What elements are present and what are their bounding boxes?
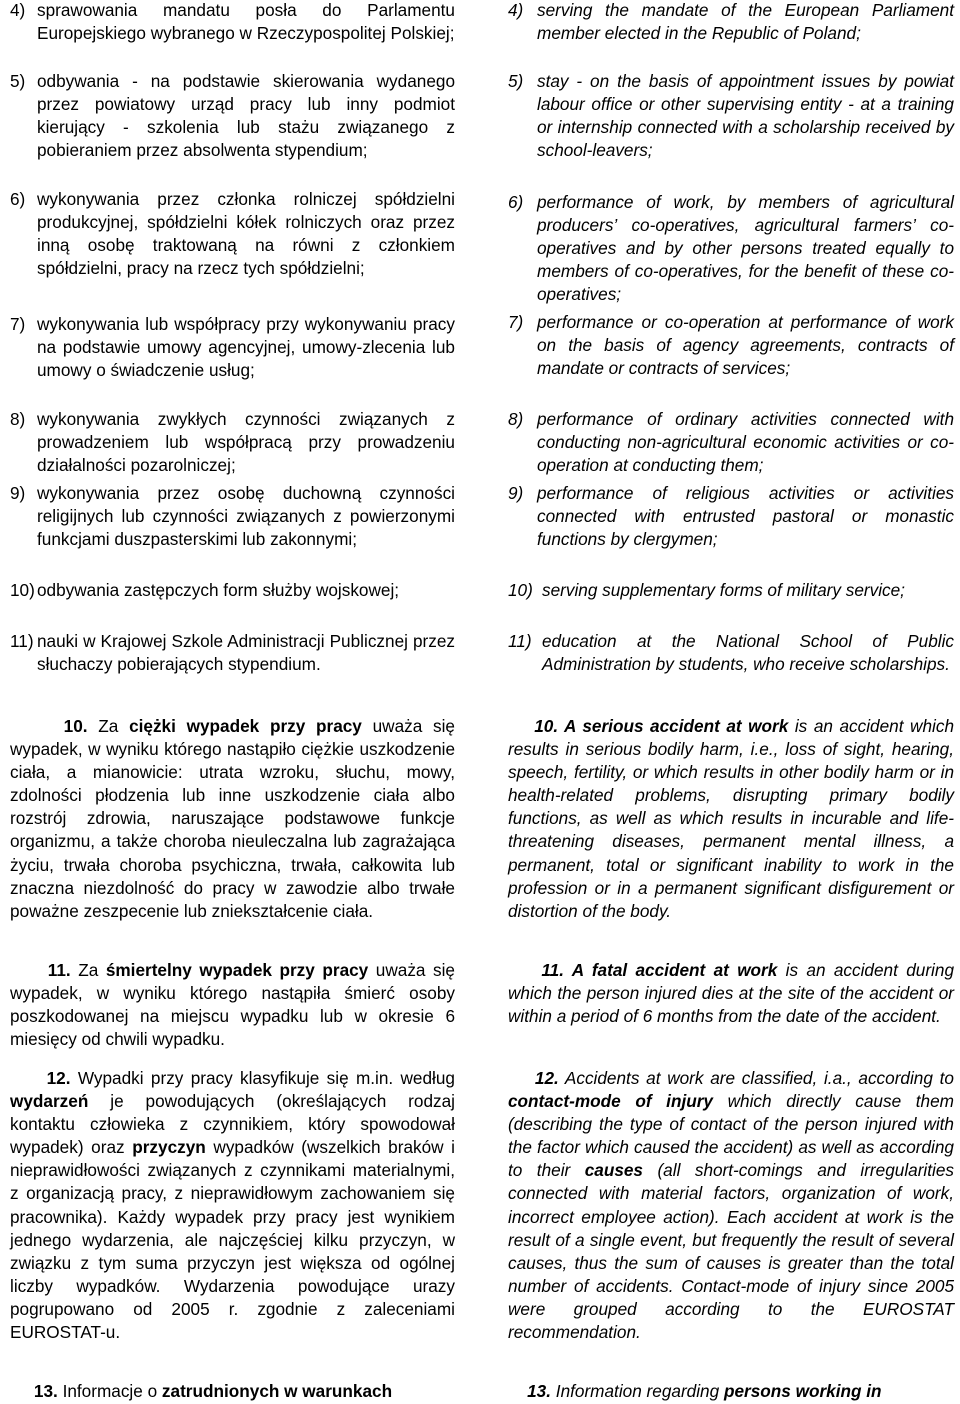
paragraph-12: [508, 1067, 954, 1344]
item-number: 7): [10, 314, 26, 334]
term-highlight: zatrudnionych w warunkach: [161, 1381, 393, 1401]
paragraph-text: uważa się wypadek, w wyniku którego nastąpiła śmierć osoby poszkodowanej na miejscu wypadku lub w okresie 6 miesięcy od chwili wypadku.: [10, 960, 455, 1050]
paragraph-text: Information regarding: [551, 1381, 724, 1401]
paragraph-10: [10, 715, 455, 923]
paragraph-text: uważa się wypadek, w wyniku którego nastąpiło ciężkie uszkodzenie ciała, a mianowicie: utrata wzroku, słuchu, mowy, zdolności płodzenia lub inne uszkodzenie ciała albo rozstrój zdrowia, naruszające podstawowe funkcje organizmu, a także choroba nieuleczalna lub zagrażająca życiu, trwała choroba psychiczna, trwała, całkowita lub znaczna niezdolność do pracy w zawodzie albo trwałe poważne zeszpecenie lub zniekształcenie ciała.: [10, 716, 455, 921]
item-text: odbywania - na podstawie skierowania wydanego przez powiatowy urząd pracy lub inny podmiot kierujący - szkolenia lub stażu związanego z pobieraniem przez absolwenta stypendium;: [37, 71, 455, 161]
term-highlight: causes: [584, 1160, 643, 1181]
paragraph-number: 12.: [46, 1068, 71, 1088]
paragraph-number: 13.: [33, 1381, 58, 1401]
item-text: odbywania zastępczych form służby wojskowej;: [37, 580, 400, 600]
item-number: 6): [10, 189, 26, 209]
term-highlight: A fatal accident at work: [564, 960, 778, 980]
paragraph-11: [508, 959, 954, 1028]
term-highlight: śmiertelny wypadek przy pracy: [105, 960, 369, 980]
list-item: [508, 311, 954, 380]
paragraph-text: Za: [87, 716, 130, 736]
item-number: 4): [10, 0, 26, 20]
item-number: 8): [10, 409, 26, 429]
list-item: [508, 191, 954, 306]
item-number: 11): [10, 631, 34, 651]
item-number: 9): [10, 483, 26, 503]
paragraph-text: which directly cause them (describing the type of contact of the person injured with the factor which caused the accident) as well as according to their: [508, 1091, 954, 1181]
item-number: 9): [508, 483, 524, 503]
item-text: performance of ordinary activities connected with conducting non-agricultural economic activities or co-operation at conducting them;: [537, 409, 954, 476]
item-number: 4): [508, 0, 524, 20]
list-item: [10, 0, 455, 45]
list-item: [10, 408, 455, 477]
paragraph-text: je powodujących (określających rodzaj kontaktu człowieka z czynnikiem, który spowodował wypadek) oraz: [10, 1091, 455, 1158]
item-text: stay - on the basis of appointment issues by powiat labour office or other supervising entity - at a training or internship connected with a scholarship received by school-leavers;: [537, 71, 954, 161]
item-text: wykonywania przez członka rolniczej spółdzielni produkcyjnej, spółdzielni kółek rolniczych oraz przez inną osobę traktowaną na równi z członkiem spółdzielni, pracy na rzecz tych spółdzielni;: [37, 189, 455, 279]
item-text: education at the National School of Public Administration by students, who receive scholarships.: [542, 631, 954, 675]
list-item: [508, 630, 954, 676]
term-highlight: contact-mode of injury: [508, 1091, 713, 1112]
item-text: serving the mandate of the European Parliament member elected in the Republic of Poland;: [537, 0, 954, 44]
item-text: sprawowania mandatu posła do Parlamentu Europejskiego wybranego w Rzeczypospolitej Polskiej;: [37, 0, 455, 44]
paragraph-text: Za: [70, 960, 106, 980]
paragraph-text: (all short-comings and irregularities connected with material factors, organization of work, incorrect employee action). Each accident at work is the result of a single event, but frequently the result of several causes, thus the sum of causes is greater than the total number of accidents. Contact-mode of injury since 2005 were grouped according to the EUROSTAT recommendation.: [508, 1160, 954, 1343]
item-number: 8): [508, 409, 524, 429]
item-number: 5): [508, 71, 524, 91]
item-number: 6): [508, 192, 524, 212]
list-item: [10, 188, 455, 280]
paragraph-10: [508, 715, 954, 923]
term-highlight: ciężki wypadek przy pracy: [129, 716, 362, 736]
item-text: nauki w Krajowej Szkole Administracji Publicznej przez słuchaczy pobierających stypendium.: [37, 631, 455, 675]
paragraph-text: is an accident during which the person injured dies at the site of the accident or within a period of 6 months from the date of the accident.: [508, 960, 954, 1027]
term-highlight: persons working in: [723, 1381, 882, 1401]
paragraph-number: 11.: [47, 960, 71, 980]
list-item: [508, 482, 954, 551]
paragraph-11: [10, 959, 455, 1051]
paragraph-text: wypadków (wszelkich braków i nieprawidłowości związanych z czynnikami materialnymi, z organizacją pracy, z nieprawidłowym zachowaniem się pracownika). Każdy wypadek przy pracy jest wynikiem jednego wydarzenia, ale najczęściej kilku przyczyn, w związku z tym suma przyczyn jest większa od ogólnej liczby wypadków. Wydarzenia powodujące urazy pogrupowano od 2005 r. zgodnie z zaleceniami EUROSTAT-u.: [10, 1137, 456, 1343]
item-text: serving supplementary forms of military service;: [542, 580, 905, 600]
list-item: [508, 70, 954, 162]
item-text: wykonywania lub współpracy przy wykonywaniu pracy na podstawie umowy agencyjnej, umowy-zlecenia lub umowy o świadczenie usług;: [37, 314, 455, 381]
list-item: [10, 482, 455, 551]
item-text: performance of religious activities or activities connected with entrusted pastoral or monastic functions by clergymen;: [537, 483, 954, 550]
item-text: performance of work, by members of agricultural producers’ co-operatives, agricultural farmers’ co-operatives and by other persons treated equally to members of co-operatives, for the benefit of these co-operatives;: [537, 192, 954, 305]
paragraph-number: 11.: [541, 960, 564, 980]
item-number: 7): [508, 312, 524, 332]
list-item: [10, 630, 455, 676]
paragraph-number: 10.: [534, 716, 559, 736]
item-text: performance or co-operation at performance of work on the basis of agency agreements, contracts of mandate or contracts of services;: [537, 312, 954, 379]
list-item: [10, 579, 455, 602]
item-number: 10): [10, 580, 35, 600]
paragraph-12: [10, 1067, 455, 1344]
list-item: [508, 579, 954, 602]
paragraph-13: [508, 1380, 954, 1403]
paragraph-13: [10, 1380, 455, 1403]
paragraph-text: Accidents at work are classified, i.a., according to: [558, 1068, 954, 1088]
list-item: [10, 70, 455, 162]
item-text: wykonywania zwykłych czynności związanych z prowadzeniem lub współpracą przy prowadzeniu działalności pozarolniczej;: [37, 409, 455, 476]
item-text: wykonywania przez osobę duchowną czynności religijnych lub czynności związanych z powierzonymi funkcjami duszpasterskimi lub zakonnymi;: [37, 483, 455, 550]
paragraph-number: 12.: [534, 1068, 559, 1088]
paragraph-text: is an accident which results in serious bodily harm, i.e., loss of sight, hearing, speech, fertility, or which results in other bodily harm or in health-related problems, disrupting primary bodily functions, as well as which results in incurable and life-threatening diseases, permanent mental illness, a permanent, total or significant inability to work in the profession or in a permanent significant disfigurement or distortion of the body.: [508, 716, 954, 921]
term-highlight: A serious accident at work: [558, 716, 789, 736]
list-item: [508, 0, 954, 45]
paragraph-number: 13.: [527, 1381, 552, 1401]
item-number: 10): [508, 580, 533, 600]
term-highlight: przyczyn: [132, 1137, 206, 1158]
item-number: 5): [10, 71, 26, 91]
list-item: [508, 408, 954, 477]
paragraph-text: Wypadki przy pracy klasyfikuje się m.in. według: [70, 1068, 455, 1088]
term-highlight: wydarzeń: [10, 1091, 89, 1112]
item-number: 11): [508, 631, 532, 651]
paragraph-number: 10.: [63, 716, 88, 736]
paragraph-text: Informacje o: [57, 1381, 162, 1401]
list-item: [10, 313, 455, 382]
